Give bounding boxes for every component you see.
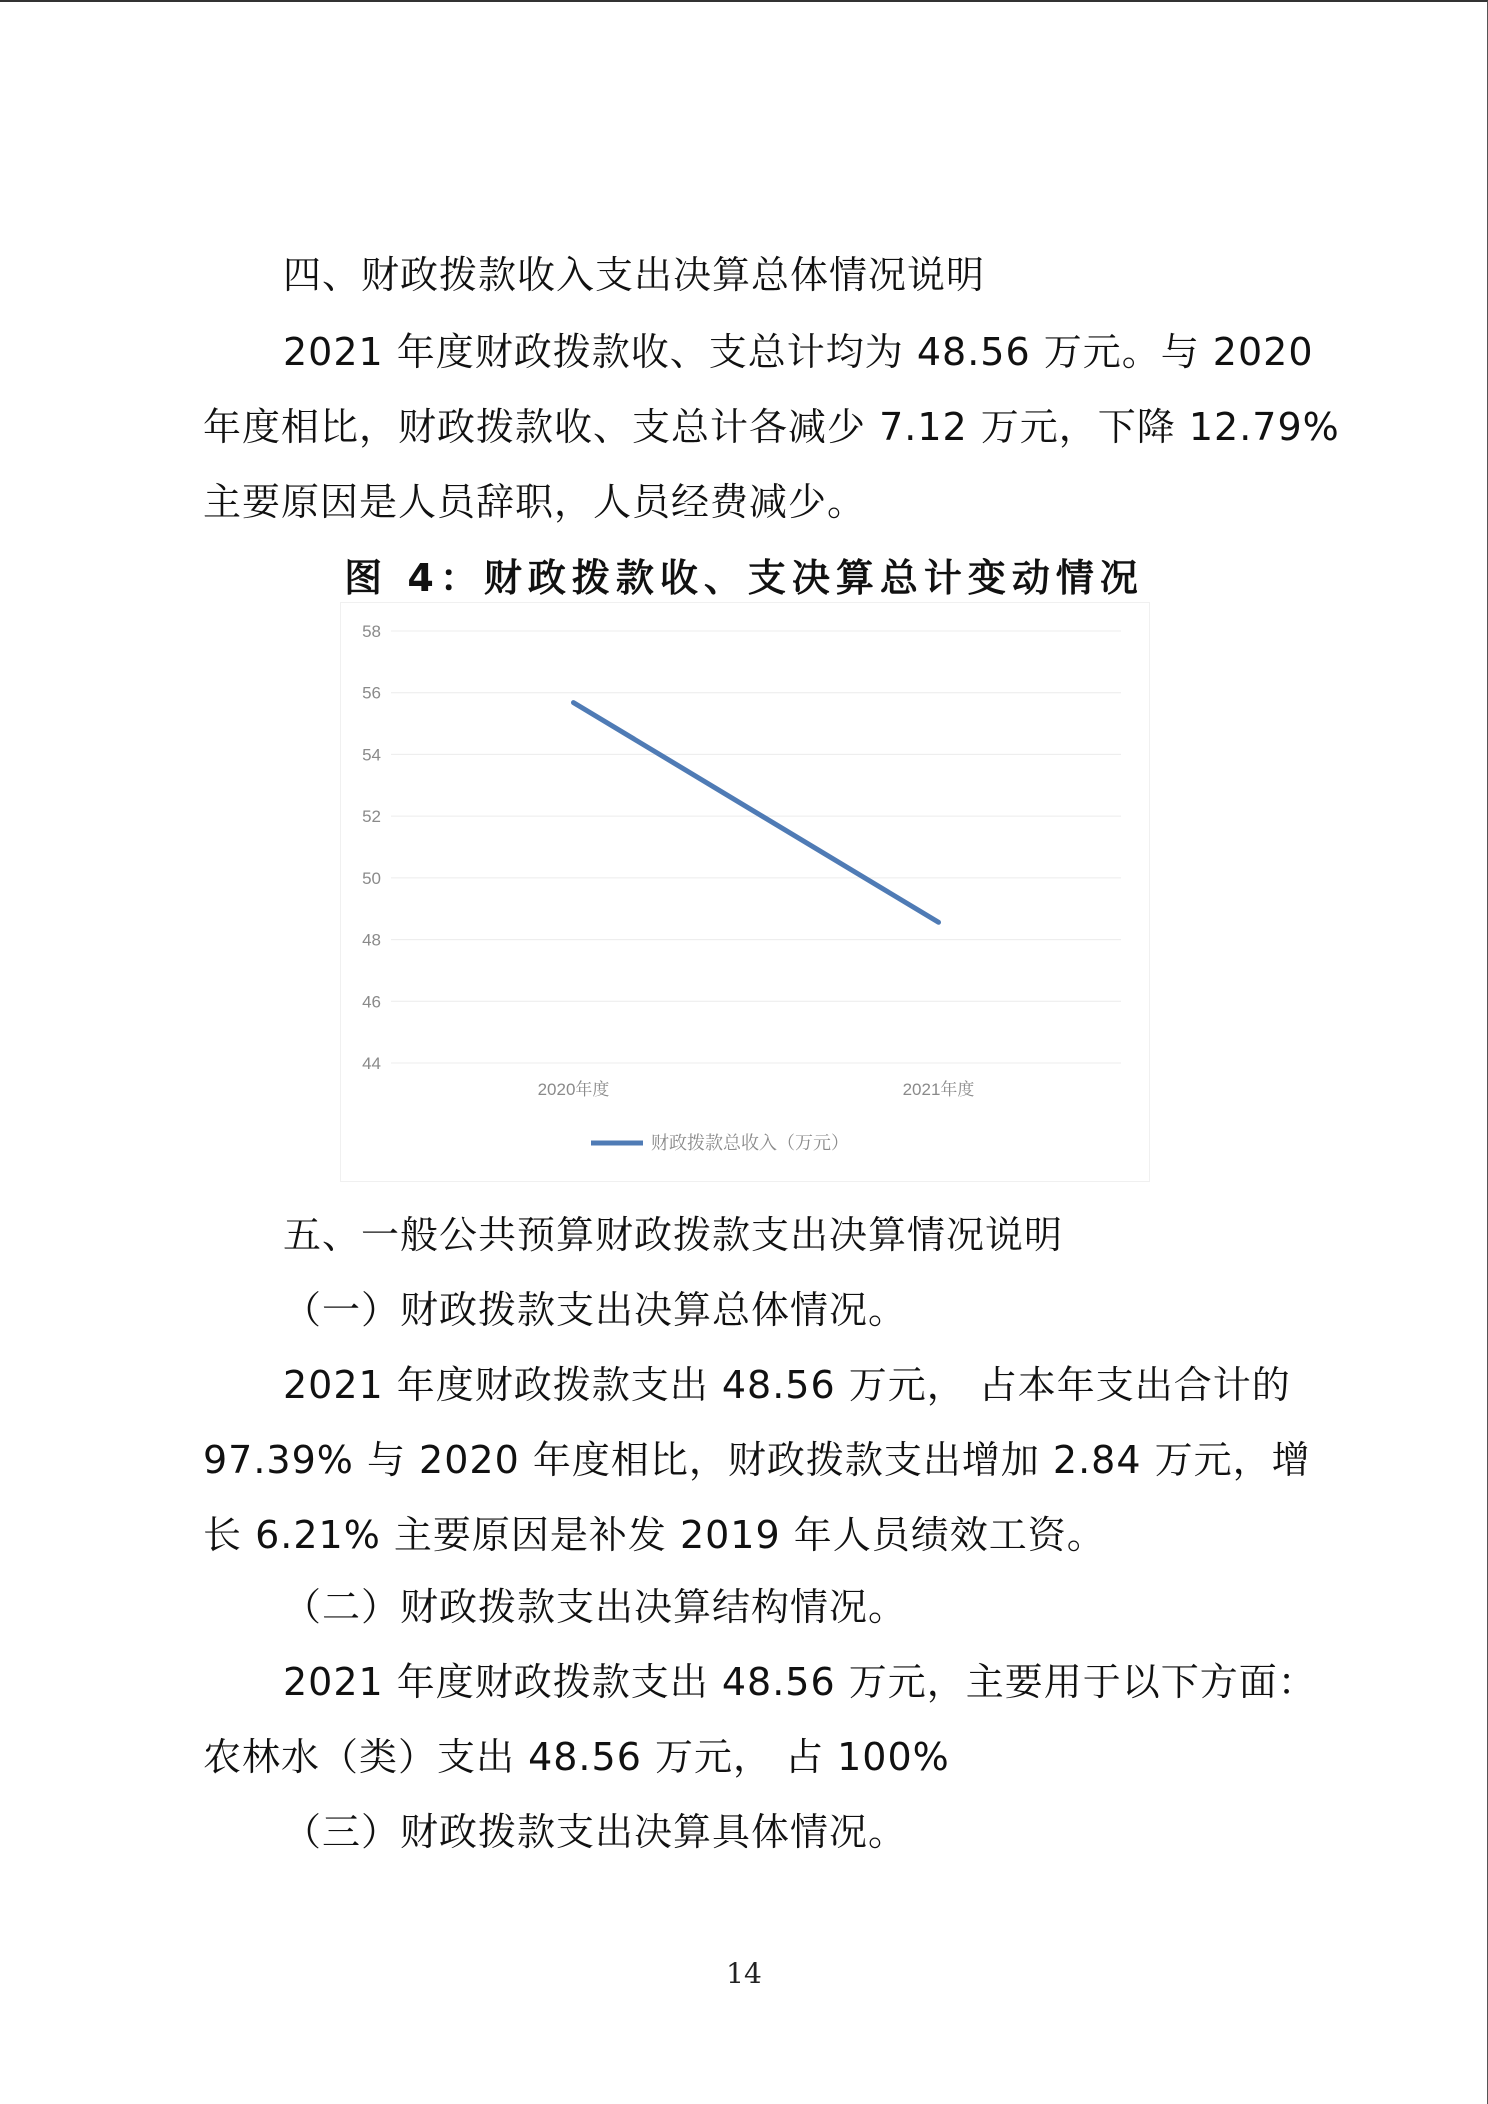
sub-1-line-1: 2021 年度财政拨款支出 48.56 万元， 占本年支出合计的 [283, 1363, 1291, 1407]
y-tick-label: 46 [362, 992, 381, 1012]
sub-2-line-1: 2021 年度财政拨款支出 48.56 万元，主要用于以下方面： [283, 1660, 1317, 1704]
sub-1-line-2: 97.39% 与 2020 年度相比，财政拨款支出增加 2.84 万元，增 [203, 1438, 1311, 1482]
series-line [574, 703, 939, 923]
section-4-body [203, 315, 1340, 540]
chart-legend [591, 1133, 849, 1154]
sub-1-body [203, 1348, 1311, 1573]
y-tick-label: 50 [362, 868, 381, 888]
series-lines [574, 703, 939, 923]
x-axis-ticks [538, 1079, 975, 1099]
section-4-line-3: 主要原因是人员辞职，人员经费减少。 [203, 480, 867, 524]
sub-2-line-2: 农林水（类）支出 48.56 万元， 占 100% [203, 1735, 950, 1779]
x-tick-label: 2020年度 [537, 1080, 610, 1099]
sub-1-heading: （一）财政拨款支出决算总体情况。 [283, 1288, 908, 1332]
section-4-line-2: 年度相比，财政拨款收、支总计各减少 7.12 万元，下降 12.79% [203, 405, 1340, 449]
y-tick-label: 54 [362, 745, 381, 765]
figure-title: 图 4：财政拨款收、支决算总计变动情况 [344, 556, 1144, 600]
section-5-heading: 五、一般公共预算财政拨款支出决算情况说明 [283, 1213, 1064, 1257]
section-4-heading: 四、财政拨款收入支出决算总体情况说明 [283, 253, 986, 297]
chart-svg [341, 603, 1149, 1181]
x-tick-label: 2021年度 [902, 1080, 975, 1099]
legend-label: 财政拨款总收入（万元） [651, 1133, 849, 1154]
y-tick-label: 48 [362, 930, 381, 950]
y-tick-label: 58 [362, 622, 381, 641]
y-tick-label: 44 [362, 1054, 381, 1073]
sub-1-line-3: 长 6.21% 主要原因是补发 2019 年人员绩效工资。 [203, 1513, 1106, 1557]
sub-2-body [203, 1645, 1317, 1795]
y-axis-ticks [362, 622, 381, 1073]
y-tick-label: 56 [362, 683, 381, 703]
section-4-line-1: 2021 年度财政拨款收、支总计均为 48.56 万元。与 2020 [283, 330, 1314, 374]
page-number: 14 [726, 1957, 762, 1990]
sub-2-heading: （二）财政拨款支出决算结构情况。 [283, 1585, 908, 1629]
y-tick-label: 52 [362, 807, 381, 827]
sub-3-heading: （三）财政拨款支出决算具体情况。 [283, 1810, 908, 1854]
line-chart [340, 602, 1150, 1182]
chart-grid [391, 631, 1121, 1063]
